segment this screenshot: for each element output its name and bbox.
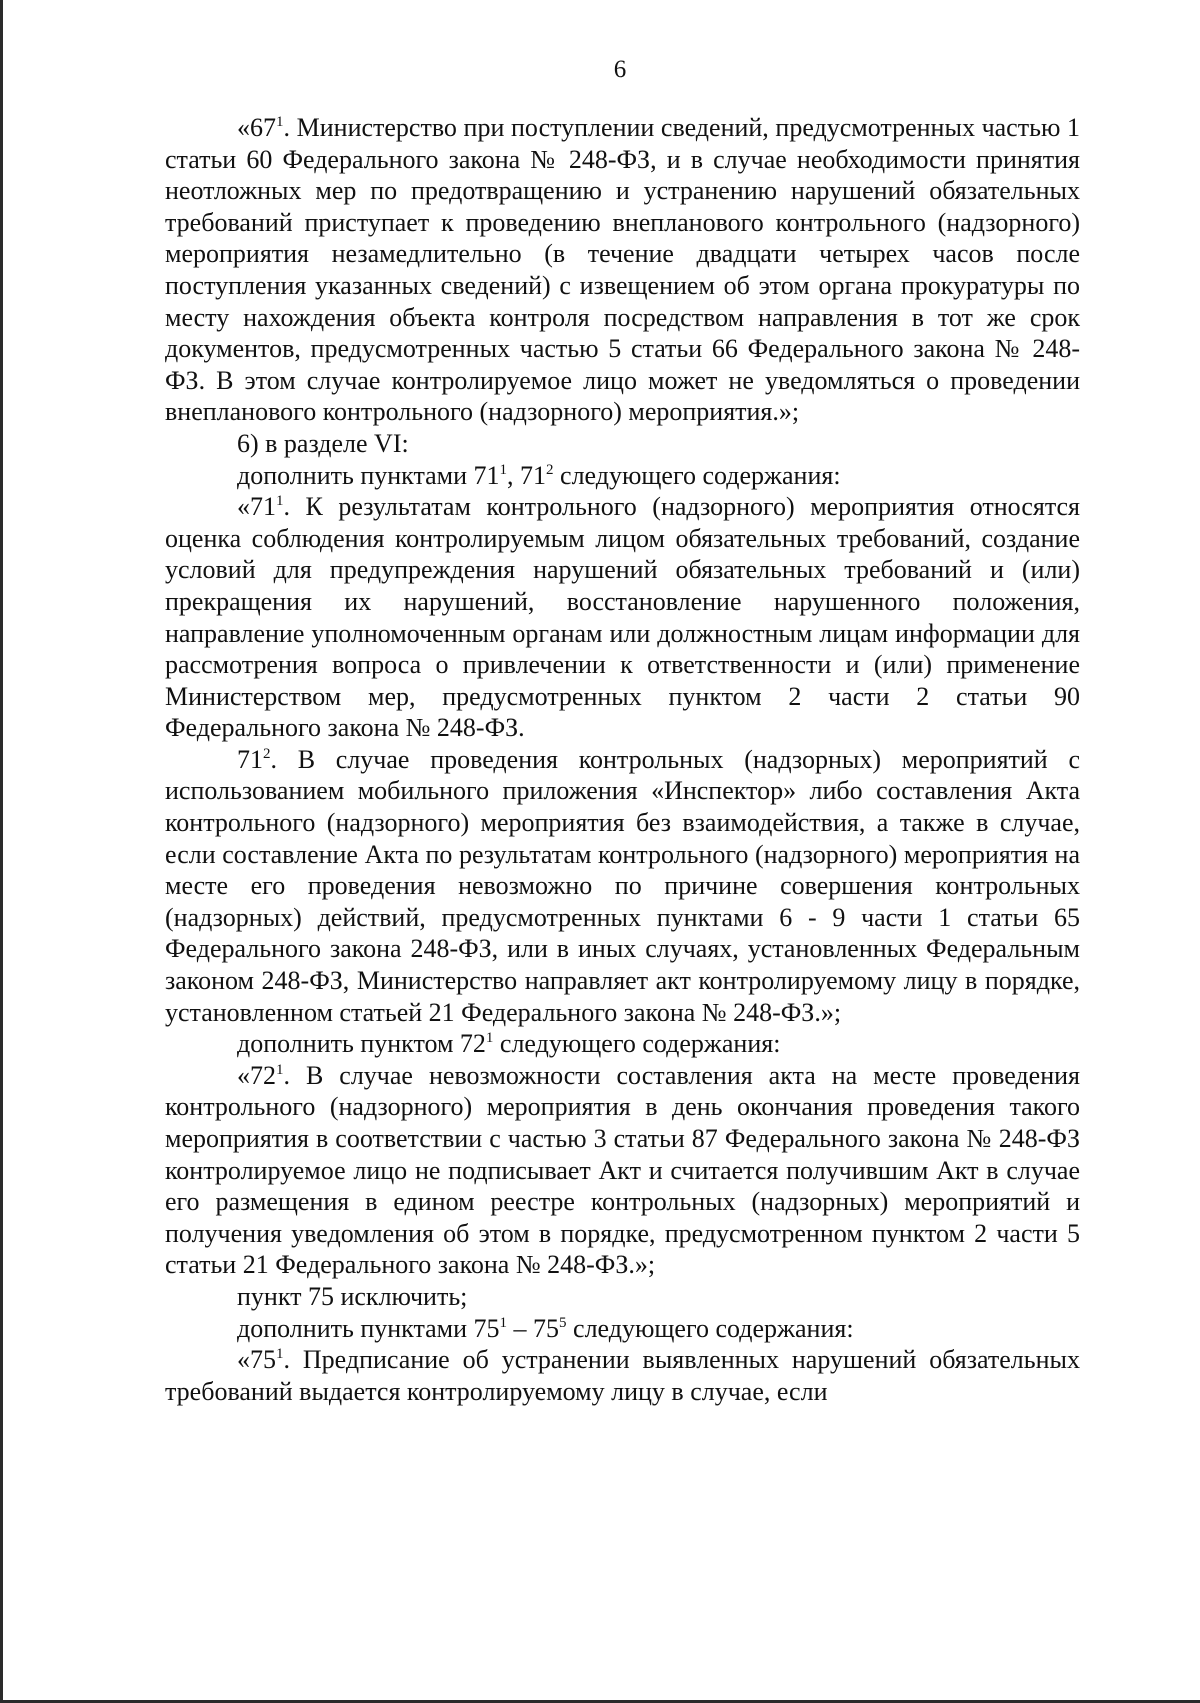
- scan-edge-left: [0, 0, 3, 1703]
- paragraph-71-2: $71^2$. В случае проведения контрольных (надзорных) мероприятий с использованием мобильного приложения «Инспектор» либо составления Акта контрольного (надзорного) мероприятия без взаимодействия, а также в случае, если составление Акта по результатам контрольного (надзорного) мероприятия на месте его проведения невозможно по причине совершения контрольных (надзорных) действий, предусмотренных пунктами 6 - 9 части 1 статьи 65 Федерального закона 248-ФЗ, или в иных случаях, установленных Федеральным законом 248-ФЗ, Министерство направляет акт контролируемому лицу в порядке, установленном статьей 21 Федерального закона № 248-ФЗ.»;: [165, 744, 1080, 1027]
- paragraph-72-1: «$72^1$. В случае невозможности составления акта на месте проведения контрольного (надзорного) мероприятия в день окончания проведения такого мероприятия в соответствии с частью 3 статьи 87 Федерального закона № 248-ФЗ контролируемое лицо не подписывает Акт и считается получившим Акт в случае его размещения в едином реестре контрольных (надзорных) мероприятий и получения уведомления об этом в порядке, предусмотренном пунктом 2 части 5 статьи 21 Федерального закона № 248-ФЗ.»;: [165, 1060, 1080, 1280]
- page-number: 6: [613, 56, 627, 83]
- paragraph-section-6: 6) в разделе VI:: [237, 428, 409, 458]
- paragraph-67-1: «$67^1$. Министерство при поступлении сведений, предусмотренных частью 1 статьи 60 Федерального закона № 248-ФЗ, и в случае необходимости принятия неотложных мер по предотвращению и устранению нарушений обязательных требований приступает к проведению внепланового контрольного (надзорного) мероприятия незамедлительно (в течение двадцати четырех часов после поступления указанных сведений) с извещением об этом органа прокуратуры по месту нахождения объекта контроля посредством направления в тот же срок документов, предусмотренных частью 5 статьи 66 Федерального закона № 248-ФЗ. В этом случае контролируемое лицо может не уведомляться о проведении внепланового контрольного (надзорного) мероприятия.»;: [165, 113, 1080, 427]
- paragraph-75-1: «$75^1$. Предписание об устранении выявленных нарушений обязательных требований выдается контролируемому лицу в случае, если: [165, 1345, 1080, 1406]
- paragraph-71-1: «$71^1$. К результатам контрольного (надзорного) мероприятия относятся оценка соблюдения контролируемым лицом обязательных требований, создание условий для предупреждения нарушений обязательных требований и (или) прекращения их нарушений, восстановление нарушенного положения, направление уполномоченным органам или должностным лицам информации для рассмотрения вопроса о привлечении к ответственности и (или) применение Министерством мер, предусмотренных пунктом 2 части 2 статьи 90 Федерального закона № 248-ФЗ.: [165, 492, 1080, 743]
- paragraph-add-72: дополнить пунктом $72^1$ следующего содержания:: [237, 1029, 781, 1059]
- paragraph-exclude-75: пункт 75 исключить;: [237, 1281, 468, 1311]
- paragraph-add-75: дополнить пунктами $75^1 - 75^5$ следующего содержания:: [237, 1313, 854, 1343]
- paragraph-add-71: дополнить пунктами $71^1$, $71^2$ следующего содержания:: [237, 460, 841, 490]
- document-body: [165, 112, 1080, 1407]
